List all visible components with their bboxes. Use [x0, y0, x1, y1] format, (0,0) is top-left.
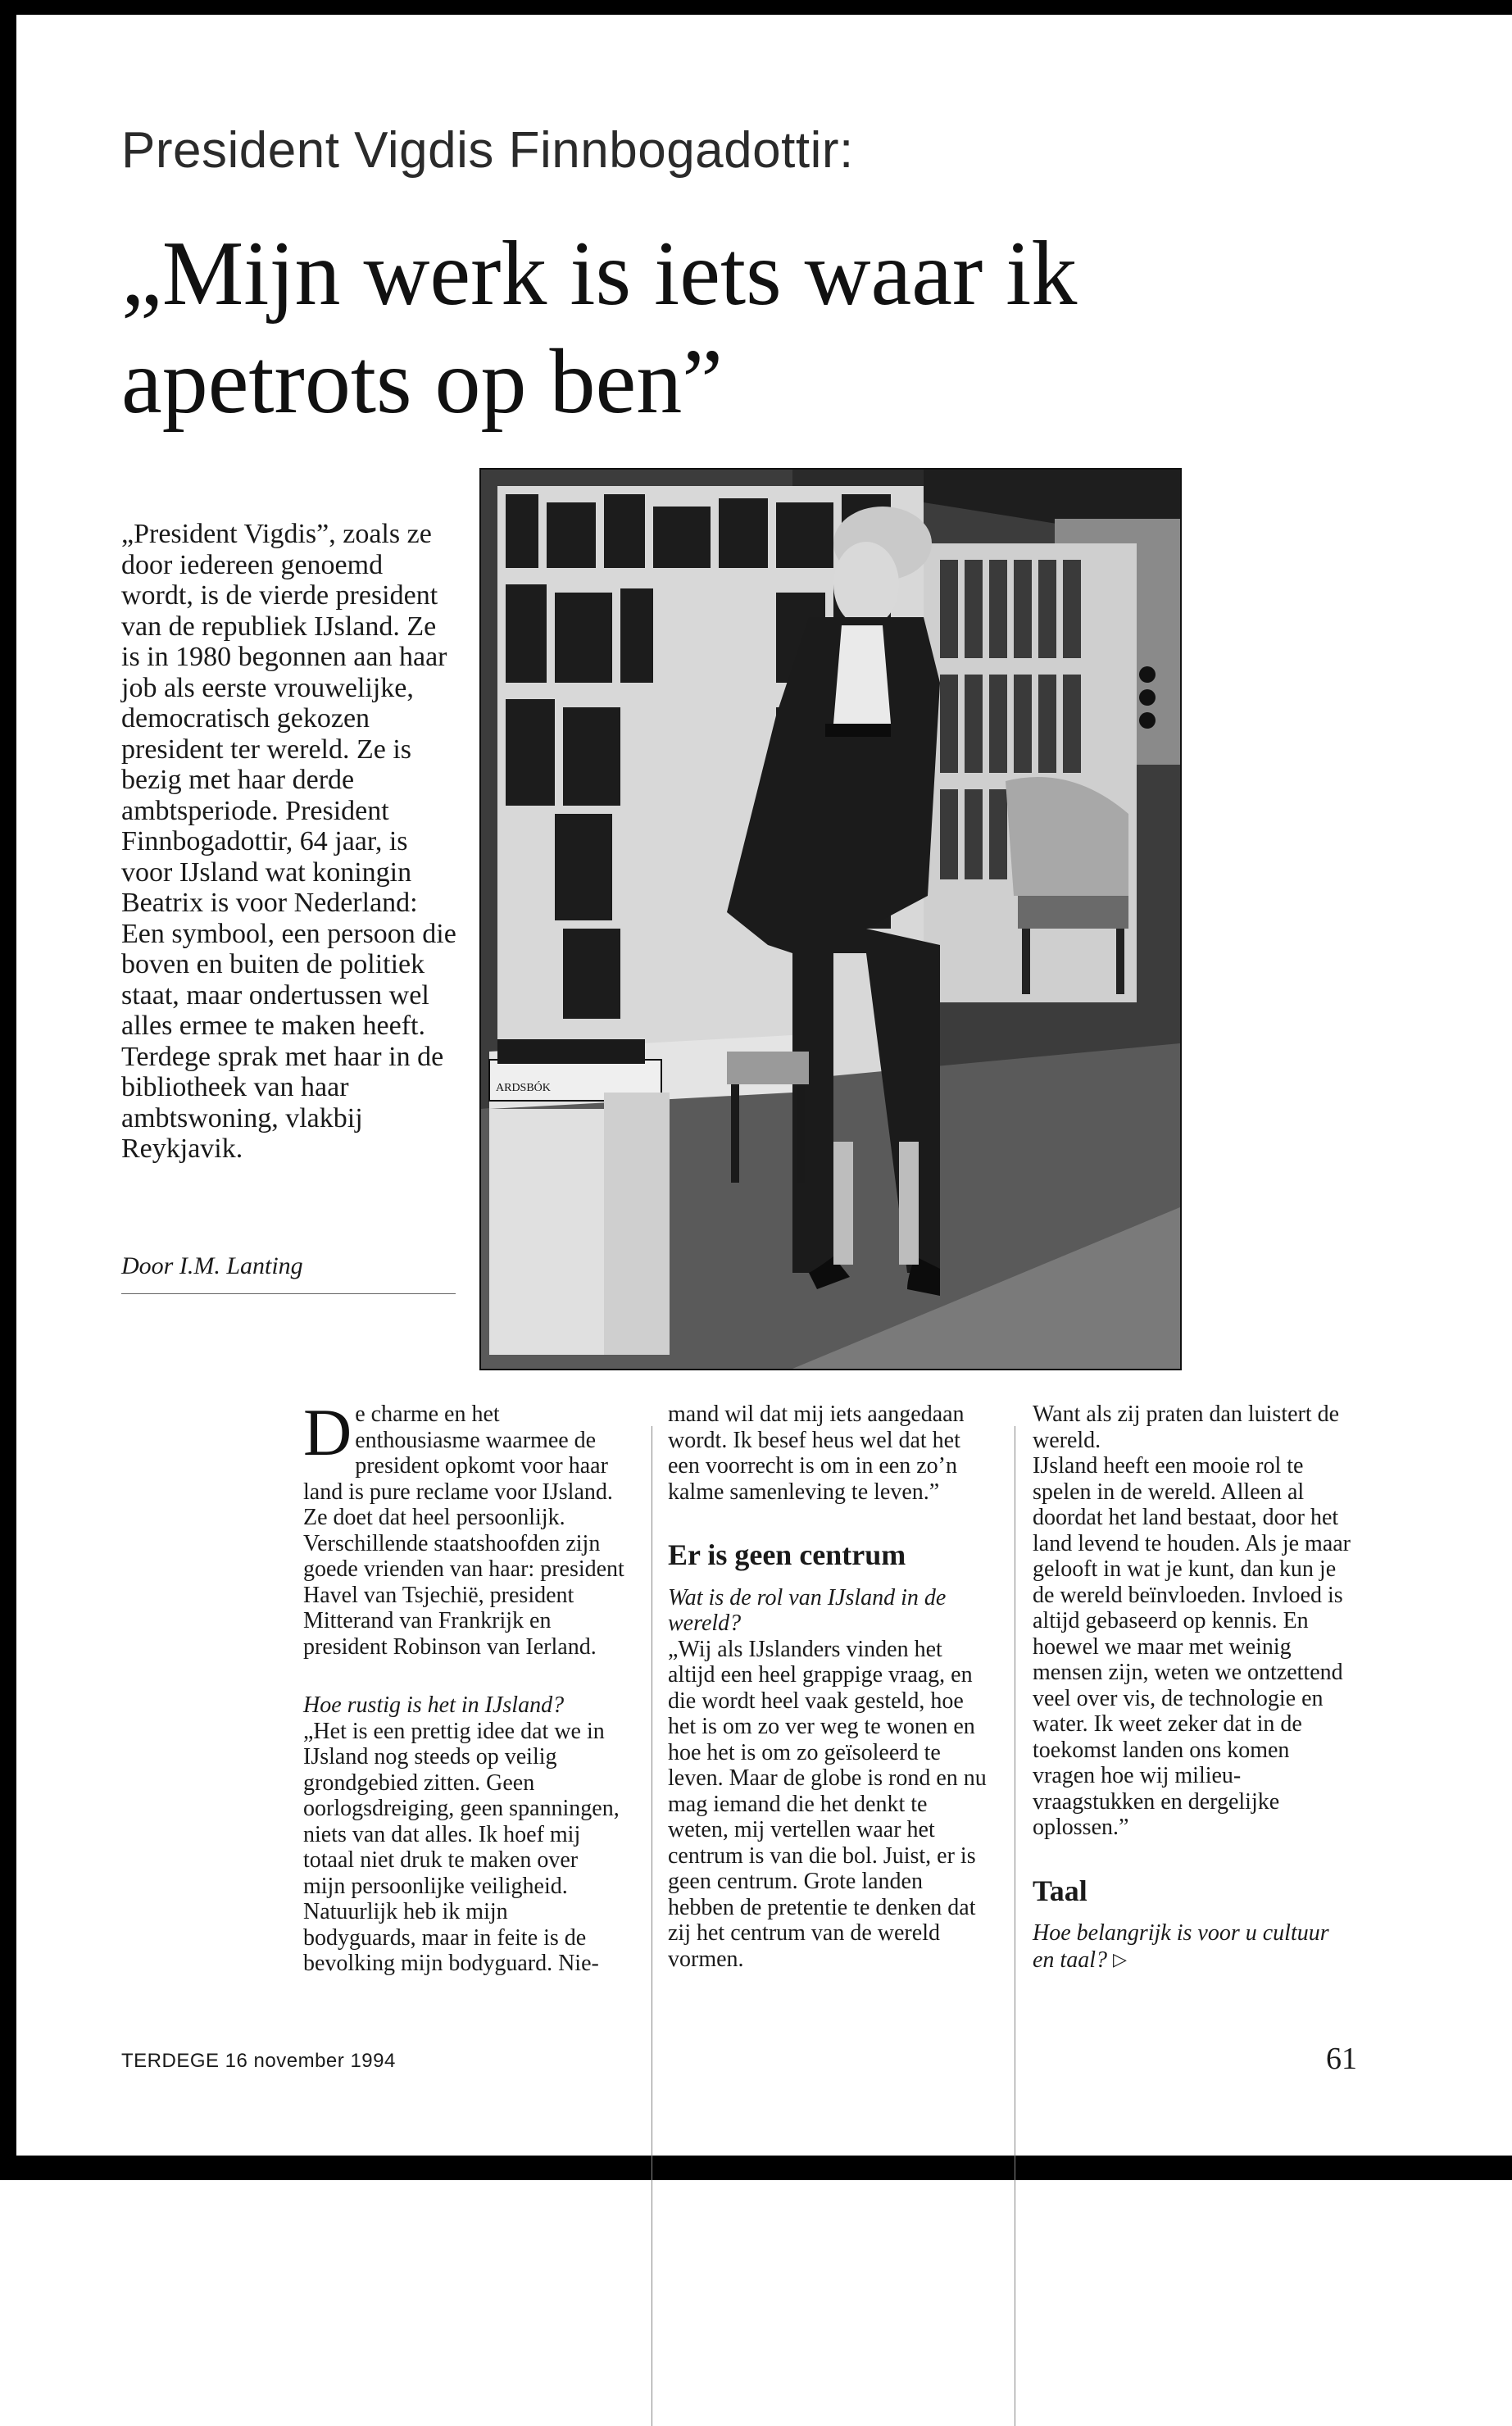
subhead-er-is-geen-centrum: Er is geen centrum	[668, 1538, 906, 1571]
page-edge-bottom	[0, 2156, 1512, 2180]
page-edge-top	[0, 0, 1512, 15]
book-label: ARDSBÓK	[496, 1082, 551, 1094]
page-edge-left	[0, 0, 16, 2180]
body-column-1	[303, 1395, 624, 1977]
continue-triangle-icon: ▷	[1113, 1948, 1127, 1969]
body-column-3	[1033, 1402, 1354, 1973]
body-column-2	[668, 1402, 989, 1972]
drop-cap: D	[303, 1395, 352, 1470]
col2-question-1: Wat is de rol van IJsland in de wereld?	[668, 1584, 947, 1636]
col1-paragraph-2: „Het is een prettig idee dat we in IJsland nog steeds op veilig grondgebied zitten. Geen oorlogsdreiging, geen spanningen, niets van dat alles. Ik hoef mij totaal niet druk te maken over mijn persoonlijke veiligheid. Natuurlijk heb ik mijn bodyguards, maar in feite is de bevolking mijn bodyguard. Nie-	[303, 1718, 620, 1976]
subhead-taal: Taal	[1033, 1874, 1087, 1907]
publication-footer: TERDEGE 16 november 1994	[121, 2050, 396, 2072]
article-headline: „Mijn werk is iets waar ik apetrots op ben”	[121, 223, 1078, 433]
president-library-photo	[481, 470, 1180, 1369]
byline: Door I.M. Lanting	[121, 1252, 303, 1279]
col1-question-1: Hoe rustig is het in IJsland?	[303, 1692, 565, 1718]
col1-paragraph-1: e charme en het enthousiasme waarmee de president opkomt voor haar land is pure reclame voor IJsland. Ze doet dat heel persoonlijk. Verschillende staatshoofden zijn goede vrienden van haar: president Havel van Tsjechië, president Mitterand van Frankrijk en president Robinson van Ierland.	[303, 1402, 624, 1660]
col3-paragraph-1: Want als zij praten dan luistert de wereld.	[1033, 1402, 1340, 1453]
article-kicker: President Vigdis Finnbogadottir:	[121, 122, 854, 179]
col3-question-1: Hoe belangrijk is voor u cultuur en taal?	[1033, 1920, 1329, 1973]
photo-illustration	[481, 470, 1180, 1369]
byline-rule	[121, 1293, 456, 1294]
page-number: 61	[1326, 2042, 1357, 2076]
col2-paragraph-1: mand wil dat mij iets aangedaan wordt. Ik besef heus wel dat het een voorrecht is om in een zo’n kalme samenleving te leven.”	[668, 1402, 965, 1505]
col3-paragraph-2: IJsland heeft een mooie rol te spelen in de wereld. Alleen al doordat het land bestaat, door het land levend te houden. Als je maar gelooft in wat je kunt, dan kun je de wereld beïnvloeden. Invloed is altijd gebaseerd op kennis. En hoewel we maar met weinig mensen zijn, weten we ontzettend veel over vis, de technologie en water. Ik weet zeker dat in de toekomst landen ons komen vragen hoe wij milieu-vraagstukken en dergelijke oplossen.”	[1033, 1453, 1351, 1840]
col2-paragraph-2: „Wij als IJslanders vinden het altijd een heel grappige vraag, en die wordt heel vaak gesteld, hoe het is om zo ver weg te wonen en hoe het is om zo geïsoleerd te leven. Maar de globe is rond en nu mag iemand die het denkt te weten, mij vertellen waar het centrum is van die bol. Juist, er is geen centrum. Grote landen hebben de pretentie te denken dat zij het centrum van de wereld vormen.	[668, 1636, 987, 1972]
article-intro: „President Vigdis”, zoals ze door iedereen genoemd wordt, is de vierde president van de republiek IJsland. Ze is in 1980 begonnen aan haar job als eerste vrouwelijke, democratisch gekozen president ter wereld. Ze is bezig met haar derde ambtsperiode. President Finnbogadottir, 64 jaar, is voor IJsland wat koningin Beatrix is voor Nederland: Een symbool, een persoon die boven en buiten de politiek staat, maar ondertussen wel alles ermee te maken heeft. Terdege sprak met haar in de bibliotheek van haar ambtswoning, vlakbij Reykjavik.	[121, 519, 456, 1164]
